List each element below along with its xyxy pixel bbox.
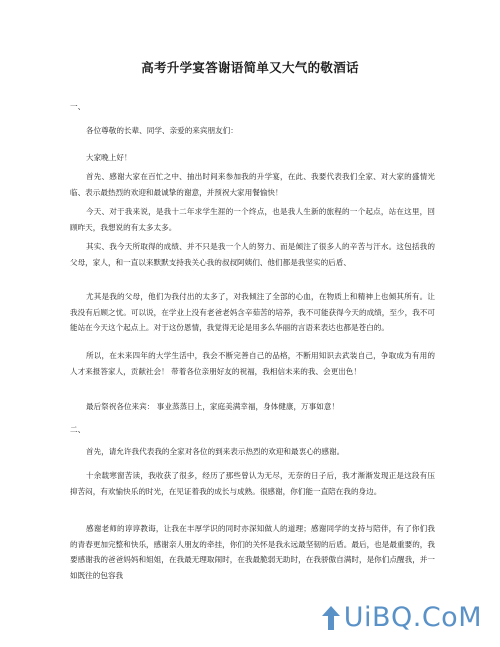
document-title: 高考升学宴答谢语简单又大气的敬酒话 [141,60,359,75]
paragraph-blessing: 最后祭祝各位来宾： 事业蒸蒸日上，家庭美满幸福，身体健康，万事如意！ [86,402,340,411]
watermark-text: UiBQ.CoM [343,602,482,633]
paragraph-greeting-address: 各位尊敬的长辈、同学、亲爱的来宾朋友们： [86,126,238,135]
paragraph-study-years: 十余载寒窗苦读，我收获了很多，经历了那些曾认为无尽，无奈的日子后，我才渐渐发现正是这段有压抑苦闷，有欢愉快乐的时光，在见证着我的成长与成熟。很感谢，你们能一直陪在我的身边。 [70,471,435,496]
paragraph-welcome: 首先，请允许我代表我的全家对各位的到来表示热烈的欢迎和最衷心的感谢。 [86,447,345,456]
arrow-up-icon [320,605,342,631]
paragraph-today: 今天、对于我来说，是我十二年求学生涯的一个终点，也是我人生新的旅程的一个起点，站在这里，回顾昨天，我想说的有太多太多。 [70,207,435,232]
paragraph-gratitude: 感谢老师的谆谆教诲，让我在丰厚学识的同时亦深知做人的道理；感谢同学的支持与陪伴，有了你们我的青春更加完整和快乐，感谢亲人朋友的牵挂，你们的关怀是我永远最坚韧的后盾。最后，也是最重要的，我要感谢我的爸爸妈妈和姐姐，在我最无理取闹时，在我最脆弱无助时，在我骄傲自满时，是你们点醒我，并一如既往的包容我 [70,524,435,580]
paragraph-thanks: 首先、感谢大家在百忙之中、抽出时间来参加我的升学宴，在此、我要代表我们全家、对大家的盛情光临、表示最热烈的欢迎和最诚挚的谢意，并预祝大家用餐愉快！ [70,172,435,197]
paragraph-achievement: 其实、我今天所取得的成绩、并不只是我一个人的努力、而是倾注了很多人的辛苦与汗水。这包括我的父母，家人，和一直以来默默支持我关心我的叔叔阿姨们、他们都是我坚实的后盾、 [70,242,435,267]
section-heading-one: 一、 [70,102,86,111]
paragraph-parents: 尤其是我的父母，他们为我付出的太多了，对我倾注了全部的心血，在物质上和精神上也倾其所有。让我没有后顾之忧。可以说，在学业上没有老爸老妈含辛茹苦的培养，我不可能获得今天的成绩，至少，我不可能站在今天这个起点上。对于这份恩情，我觉得无论是用多么华丽的言语来表达也都是苍白的。 [70,292,435,332]
paragraph-future: 所以，在未来四年的大学生活中，我会不断完善自己的品格，不断用知识去武装自己，争取成为有用的人才来报答家人，贡献社会！ 带着各位亲朋好友的祝福，我相信未来的我、会更出色！ [70,351,435,376]
section-heading-two: 二、 [70,425,86,434]
site-watermark [320,602,482,633]
paragraph-good-evening: 大家晚上好！ [86,153,132,162]
